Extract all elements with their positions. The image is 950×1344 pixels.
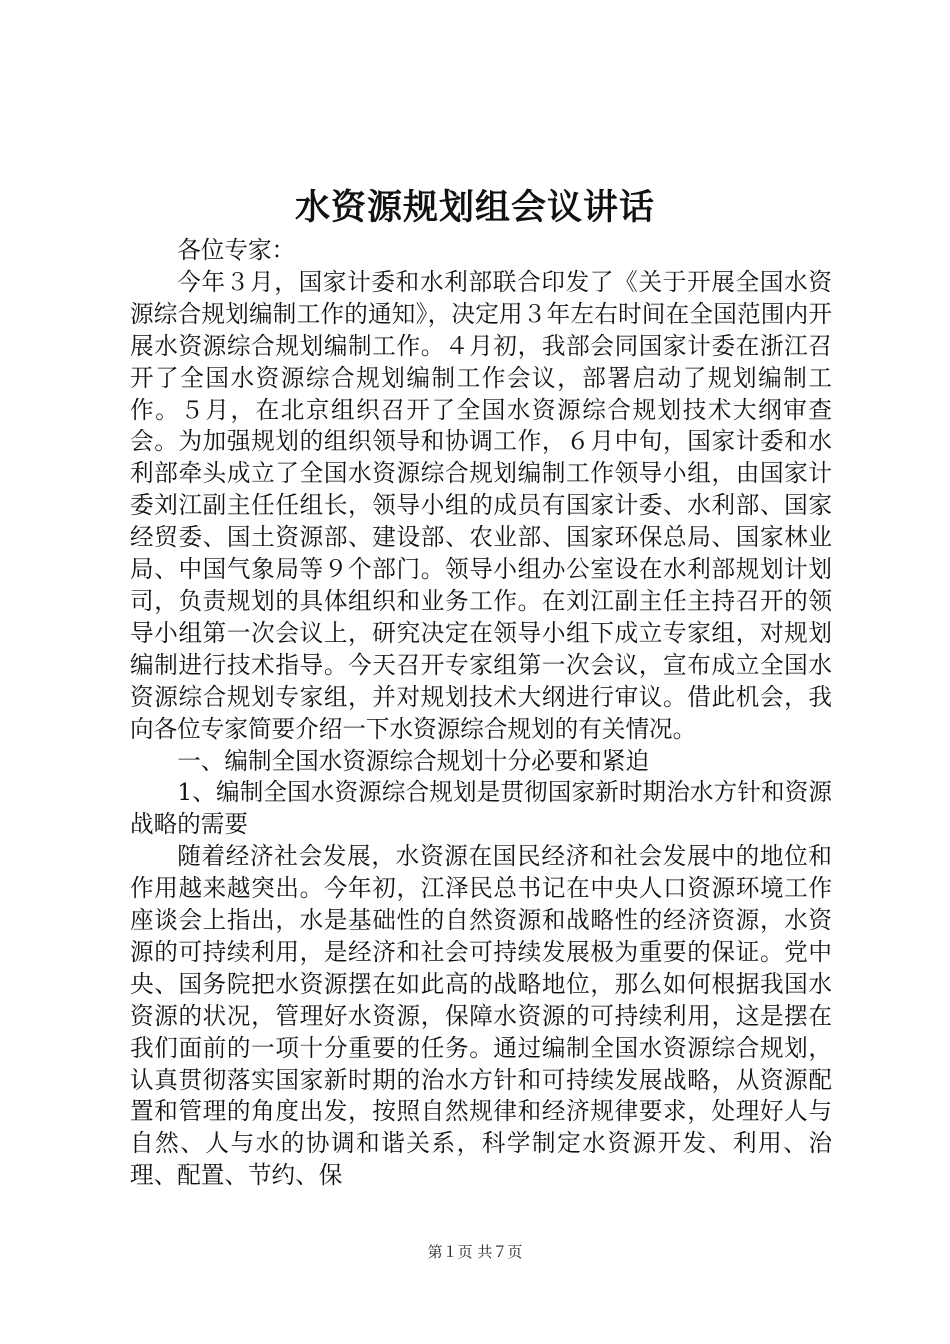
document-title: 水资源规划组会议讲话 <box>294 187 655 228</box>
salutation: 各位专家： <box>177 236 296 264</box>
section-heading: 一、编制全国水资源综合规划十分必要和紧迫 <box>177 746 650 775</box>
body-paragraph: 今年３月，国家计委和水利部联合印发了《关于开展全国水资源综合规划编制工作的通知》，决定用３年左右时间在全国范围内开展水资源综合规划编制工作。４月初，我部会同国家计委在浙江召开了全国水资源综合规划编制工作会议，部署启动了规划编制工作。５月，在北京组织召开了全国水资源综合规划技术大纲审查会。为加强规划的组织领导和协调工作，６月中旬，国家计委和水利部牵头成立了全国水资源综合规划编制工作领导小组，由国家计委刘江副主任任组长，领导小组的成员有国家计委、水利部、国家经贸委、国土资源部、建设部、农业部、国家环保总局、国家林业局、中国气象局等９个部门。领导小组办公室设在水利部规划计划司，负责规划的具体组织和业务工作。在刘江副主任主持召开的领导小组第一次会议上，研究决定在领导小组下成立专家组，对规划编制进行技术指导。今天召开专家组第一次会议，宣布成立全国水资源综合规划专家组，并对规划技术大纲进行审议。借此机会，我向各位专家简要介绍一下水资源综合规划的有关情况。 <box>130 267 832 743</box>
page-number-footer: 第１页 共７页 <box>427 1243 523 1261</box>
subsection-heading: 1、编制全国水资源综合规划是贯彻国家新时期治水方针和资源战略的需要 <box>130 778 832 839</box>
body-paragraph: 随着经济社会发展，水资源在国民经济和社会发展中的地位和作用越来越突出。今年初，江泽民总书记在中央人口资源环境工作座谈会上指出，水是基础性的自然资源和战略性的经济资源，水资源的可持续利用，是经济和社会可持续发展极为重要的保证。党中央、国务院把水资源摆在如此高的战略地位，那么如何根据我国水资源的状况，管理好水资源，保障水资源的可持续利用，这是摆在我们面前的一项十分重要的任务。通过编制全国水资源综合规划，认真贯彻落实国家新时期的治水方针和可持续发展战略，从资源配置和管理的角度出发，按照自然规律和经济规律要求，处理好人与自然、人与水的协调和谐关系，科学制定水资源开发、利用、治理、配置、节约、保 <box>130 842 832 1190</box>
document-body <box>130 235 832 1192</box>
